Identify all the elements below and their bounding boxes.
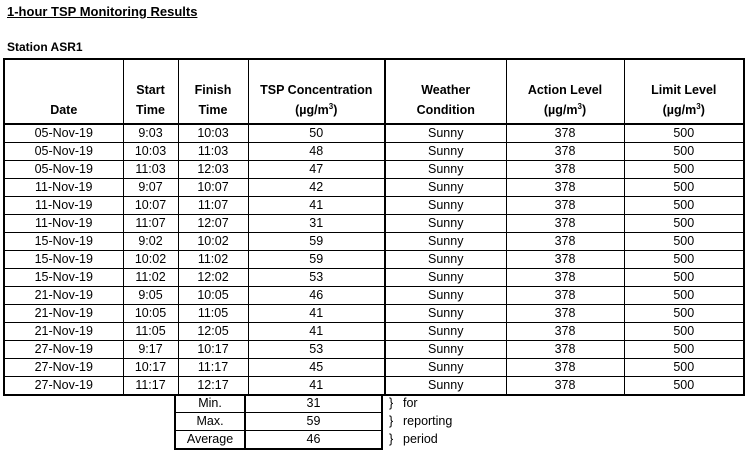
cell-action-level: 378 (506, 233, 624, 251)
cell-action-level: 378 (506, 143, 624, 161)
cell-start-time: 11:07 (123, 215, 178, 233)
table-row (4, 179, 744, 197)
cell-weather-condition: Sunny (385, 359, 506, 377)
cell-action-level: 378 (506, 359, 624, 377)
cell-start-time: 10:17 (123, 359, 178, 377)
cell-weather-condition: Sunny (385, 287, 506, 305)
cell-finish-time: 10:07 (178, 179, 248, 197)
cell-weather-condition: Sunny (385, 305, 506, 323)
table-row (4, 215, 744, 233)
cell-weather-condition: Sunny (385, 269, 506, 287)
cell-tsp-concentration: 41 (248, 323, 385, 341)
cell-start-time: 11:17 (123, 377, 178, 396)
summary-label: Min. (175, 395, 245, 413)
cell-limit-level: 500 (624, 124, 744, 143)
cell-start-time: 9:03 (123, 124, 178, 143)
note-text: for (403, 396, 418, 410)
cell-date: 21-Nov-19 (4, 323, 123, 341)
cell-action-level: 378 (506, 251, 624, 269)
summary-table (174, 394, 503, 450)
cell-tsp-concentration: 50 (248, 124, 385, 143)
cell-weather-condition: Sunny (385, 233, 506, 251)
cell-tsp-concentration: 53 (248, 341, 385, 359)
brace-symbol: } (389, 432, 394, 447)
cell-limit-level: 500 (624, 359, 744, 377)
cell-action-level: 378 (506, 179, 624, 197)
cell-weather-condition: Sunny (385, 251, 506, 269)
cell-finish-time: 10:05 (178, 287, 248, 305)
cell-weather-condition: Sunny (385, 377, 506, 396)
cell-tsp-concentration: 48 (248, 143, 385, 161)
summary-row (175, 395, 502, 413)
cell-date: 21-Nov-19 (4, 305, 123, 323)
cell-action-level: 378 (506, 323, 624, 341)
cell-weather-condition: Sunny (385, 179, 506, 197)
table-row (4, 197, 744, 215)
cell-finish-time: 11:07 (178, 197, 248, 215)
table-row (4, 124, 744, 143)
table-row (4, 233, 744, 251)
header-tsp-concentration: TSP Concentration $(\mu g/m^3)$ (248, 59, 385, 124)
cell-finish-time: 10:03 (178, 124, 248, 143)
cell-date: 15-Nov-19 (4, 269, 123, 287)
cell-start-time: 11:03 (123, 161, 178, 179)
cell-finish-time: 10:02 (178, 233, 248, 251)
table-row (4, 305, 744, 323)
cell-tsp-concentration: 42 (248, 179, 385, 197)
cell-start-time: 9:02 (123, 233, 178, 251)
cell-start-time: 11:02 (123, 269, 178, 287)
cell-date: 15-Nov-19 (4, 251, 123, 269)
table-row (4, 287, 744, 305)
cell-date: 11-Nov-19 (4, 197, 123, 215)
cell-action-level: 378 (506, 269, 624, 287)
table-header-row (4, 59, 744, 124)
header-date: Date (4, 59, 123, 124)
summary-note (382, 431, 502, 450)
header-finish-time: Finish Time (178, 59, 248, 124)
cell-action-level: 378 (506, 287, 624, 305)
cell-action-level: 378 (506, 377, 624, 396)
cell-limit-level: 500 (624, 215, 744, 233)
note-text: reporting (403, 414, 453, 428)
cell-tsp-concentration: 41 (248, 197, 385, 215)
cell-weather-condition: Sunny (385, 341, 506, 359)
cell-limit-level: 500 (624, 143, 744, 161)
cell-action-level: 378 (506, 197, 624, 215)
cell-limit-level: 500 (624, 341, 744, 359)
cell-tsp-concentration: 41 (248, 377, 385, 396)
cell-tsp-concentration: 59 (248, 251, 385, 269)
cell-tsp-concentration: 53 (248, 269, 385, 287)
cell-action-level: 378 (506, 124, 624, 143)
cell-finish-time: 12:03 (178, 161, 248, 179)
cell-action-level: 378 (506, 161, 624, 179)
cell-finish-time: 11:02 (178, 251, 248, 269)
cell-action-level: 378 (506, 305, 624, 323)
table-row (4, 341, 744, 359)
summary-value: 31 (245, 395, 382, 413)
cell-limit-level: 500 (624, 251, 744, 269)
note-text: period (403, 432, 438, 447)
cell-finish-time: 11:05 (178, 305, 248, 323)
cell-weather-condition: Sunny (385, 215, 506, 233)
cell-limit-level: 500 (624, 287, 744, 305)
cell-start-time: 10:05 (123, 305, 178, 323)
cell-tsp-concentration: 41 (248, 305, 385, 323)
table-row (4, 161, 744, 179)
summary-label: Max. (175, 413, 245, 431)
cell-tsp-concentration: 46 (248, 287, 385, 305)
cell-weather-condition: Sunny (385, 124, 506, 143)
cell-start-time: 10:02 (123, 251, 178, 269)
cell-date: 11-Nov-19 (4, 215, 123, 233)
cell-date: 27-Nov-19 (4, 377, 123, 396)
cell-date: 15-Nov-19 (4, 233, 123, 251)
cell-start-time: 10:07 (123, 197, 178, 215)
cell-weather-condition: Sunny (385, 323, 506, 341)
tsp-results-table (3, 58, 745, 396)
summary-note (382, 413, 502, 431)
cell-finish-time: 12:17 (178, 377, 248, 396)
cell-limit-level: 500 (624, 269, 744, 287)
table-row (4, 143, 744, 161)
table-row (4, 251, 744, 269)
cell-limit-level: 500 (624, 233, 744, 251)
summary-label: Average (175, 431, 245, 450)
cell-tsp-concentration: 45 (248, 359, 385, 377)
cell-date: 27-Nov-19 (4, 359, 123, 377)
cell-finish-time: 11:03 (178, 143, 248, 161)
header-action-level: Action Level $(\mu g/m^3)$ (506, 59, 624, 124)
cell-limit-level: 500 (624, 377, 744, 396)
cell-tsp-concentration: 59 (248, 233, 385, 251)
cell-limit-level: 500 (624, 197, 744, 215)
header-limit-level: Limit Level $(\mu g/m^3)$ (624, 59, 744, 124)
table-row (4, 269, 744, 287)
brace-symbol: } (389, 414, 394, 428)
cell-weather-condition: Sunny (385, 161, 506, 179)
cell-start-time: 10:03 (123, 143, 178, 161)
cell-date: 05-Nov-19 (4, 143, 123, 161)
cell-weather-condition: Sunny (385, 143, 506, 161)
cell-finish-time: 12:05 (178, 323, 248, 341)
table-row (4, 377, 744, 396)
cell-finish-time: 10:17 (178, 341, 248, 359)
cell-tsp-concentration: 31 (248, 215, 385, 233)
summary-note (382, 395, 502, 413)
cell-action-level: 378 (506, 341, 624, 359)
report-title: 1-hour TSP Monitoring Results (7, 4, 198, 19)
cell-limit-level: 500 (624, 179, 744, 197)
cell-weather-condition: Sunny (385, 197, 506, 215)
cell-date: 21-Nov-19 (4, 287, 123, 305)
cell-date: 05-Nov-19 (4, 124, 123, 143)
table-row (4, 323, 744, 341)
cell-start-time: 9:07 (123, 179, 178, 197)
header-weather-condition: Weather Condition (385, 59, 506, 124)
cell-limit-level: 500 (624, 161, 744, 179)
cell-date: 11-Nov-19 (4, 179, 123, 197)
cell-finish-time: 12:07 (178, 215, 248, 233)
cell-limit-level: 500 (624, 305, 744, 323)
cell-start-time: 11:05 (123, 323, 178, 341)
summary-value: 59 (245, 413, 382, 431)
brace-symbol: } (389, 396, 394, 410)
station-label: Station ASR1 (7, 40, 83, 54)
cell-limit-level: 500 (624, 323, 744, 341)
header-start-time: Start Time (123, 59, 178, 124)
cell-date: 27-Nov-19 (4, 341, 123, 359)
cell-start-time: 9:05 (123, 287, 178, 305)
summary-row (175, 431, 502, 450)
cell-finish-time: 12:02 (178, 269, 248, 287)
summary-value: 46 (245, 431, 382, 450)
cell-finish-time: 11:17 (178, 359, 248, 377)
cell-start-time: 9:17 (123, 341, 178, 359)
cell-tsp-concentration: 47 (248, 161, 385, 179)
cell-date: 05-Nov-19 (4, 161, 123, 179)
summary-row (175, 413, 502, 431)
table-row (4, 359, 744, 377)
cell-action-level: 378 (506, 215, 624, 233)
